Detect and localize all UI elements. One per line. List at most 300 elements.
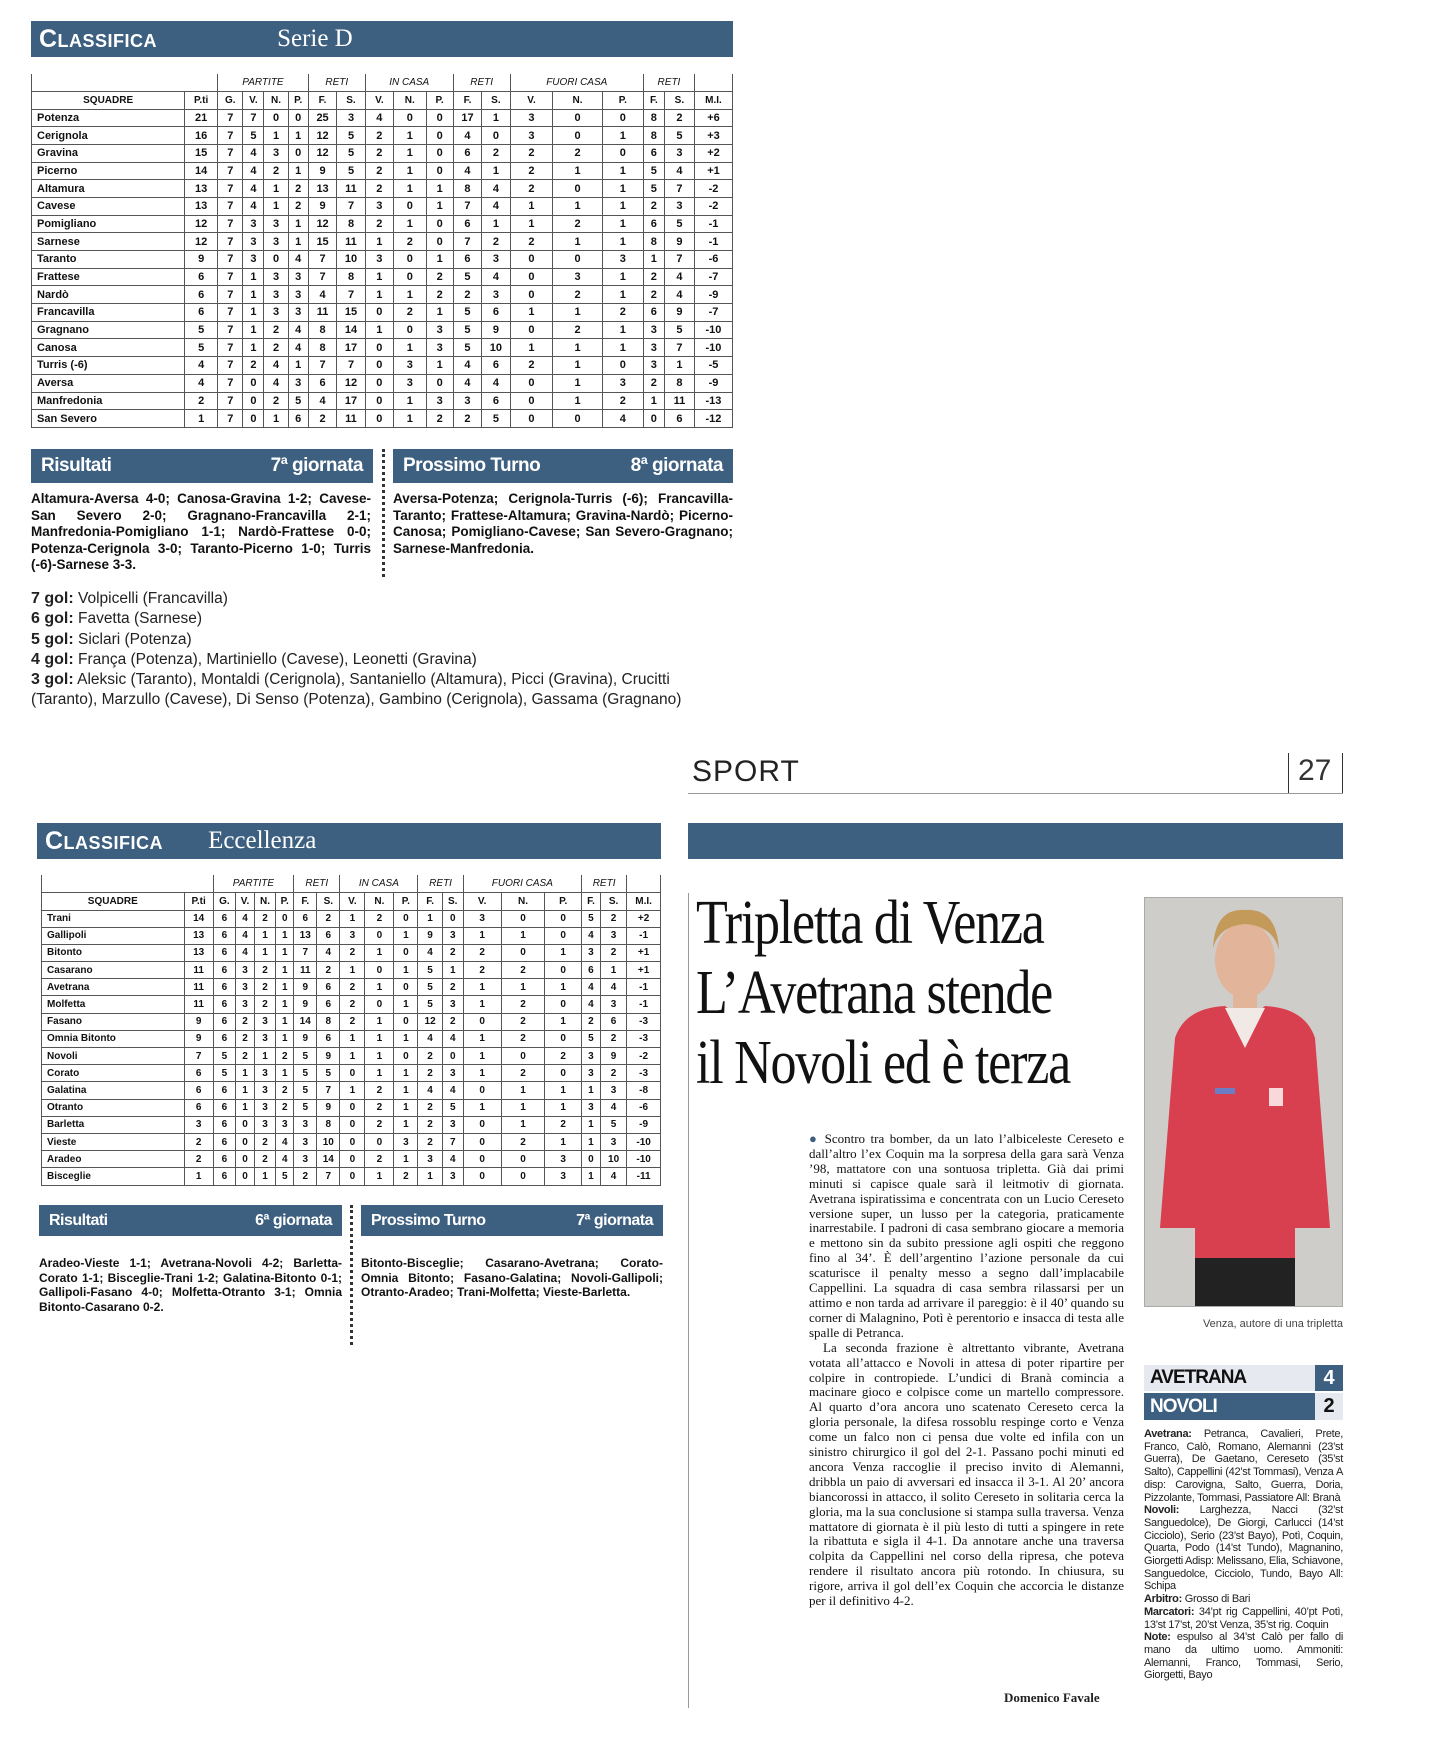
stat-cell: 1 — [643, 251, 664, 269]
stat-cell: 7 — [218, 410, 243, 428]
stat-cell: 1 — [602, 162, 643, 180]
stat-cell: 3 — [602, 374, 643, 392]
stat-cell: 7 — [317, 1168, 340, 1185]
stat-cell: 3 — [393, 374, 426, 392]
prossimo-label: Prossimo Turno — [371, 1211, 486, 1229]
stat-cell: 0 — [501, 1048, 545, 1065]
scorer-names: França (Potenza), Martiniello (Cavese), Leonetti (Gravina) — [73, 650, 477, 668]
stat-cell: 1 — [545, 944, 582, 961]
group-header-row — [32, 74, 733, 92]
stat-cell: 4 — [664, 162, 694, 180]
stat-cell: 6 — [600, 1013, 626, 1030]
stat-cell: 1 — [482, 109, 510, 127]
stat-cell: 3 — [294, 1116, 317, 1133]
stat-cell: 5 — [664, 215, 694, 233]
stat-cell: 5 — [664, 321, 694, 339]
table-row — [32, 392, 733, 410]
stat-cell: 7 — [218, 304, 243, 322]
stat-cell: 3 — [264, 286, 288, 304]
column-header: F. — [581, 893, 600, 911]
stat-cell: 6 — [664, 410, 694, 428]
stat-cell: 0 — [394, 910, 418, 927]
stat-cell: 0 — [426, 144, 453, 162]
stat-cell: 6 — [213, 1133, 236, 1150]
stat-cell: 7 — [664, 180, 694, 198]
serie-d-risultati-header — [31, 449, 373, 483]
stat-cell: 1 — [426, 180, 453, 198]
table-row — [32, 251, 733, 269]
stat-cell: -1 — [627, 927, 661, 944]
stat-cell: 1 — [393, 162, 426, 180]
stat-cell: 14 — [294, 1013, 317, 1030]
stat-cell: 1 — [553, 162, 602, 180]
stat-cell: 3 — [664, 144, 694, 162]
stat-cell: 0 — [264, 109, 288, 127]
column-header: M.I. — [694, 92, 732, 110]
column-header: V. — [510, 92, 553, 110]
stat-cell: 8 — [337, 215, 365, 233]
stat-cell: 9 — [482, 321, 510, 339]
stat-cell: 6 — [317, 1030, 340, 1047]
stat-cell: 6 — [213, 1099, 236, 1116]
stat-cell: 1 — [463, 1030, 501, 1047]
stat-cell: 6 — [213, 910, 236, 927]
stat-cell: 9 — [664, 233, 694, 251]
stat-cell: 0 — [340, 1116, 365, 1133]
stat-cell: 8 — [317, 1013, 340, 1030]
team-name: Cerignola — [32, 127, 185, 145]
stat-cell: 0 — [365, 357, 393, 375]
tabellino-text: 34’pt rig Cappellini, 40’pt Potì, 13’st 17’st, 20’st Venza, 35’st rig. Coquin — [1144, 1605, 1343, 1631]
stat-cell: 6 — [482, 357, 510, 375]
stat-cell: 6 — [482, 392, 510, 410]
stat-cell: 0 — [264, 251, 288, 269]
stat-cell: 1 — [236, 1065, 255, 1082]
table-row — [42, 962, 661, 979]
stat-cell: 1 — [393, 286, 426, 304]
stat-cell: 4 — [664, 268, 694, 286]
stat-cell: 4 — [243, 180, 264, 198]
stat-cell: 2 — [264, 321, 288, 339]
scorer-names: Favetta (Sarnese) — [73, 610, 203, 628]
stat-cell: 5 — [337, 127, 365, 145]
stat-cell: 2 — [442, 979, 463, 996]
stat-cell: 2 — [510, 144, 553, 162]
stat-cell: 4 — [602, 410, 643, 428]
stat-cell: 0 — [426, 374, 453, 392]
stat-cell: 9 — [317, 1099, 340, 1116]
serie-d-scorers — [31, 589, 735, 711]
stat-cell: 16 — [185, 127, 218, 145]
stat-cell: 1 — [553, 233, 602, 251]
stat-cell: 3 — [453, 392, 481, 410]
stat-cell: 1 — [510, 304, 553, 322]
stat-cell: 2 — [463, 944, 501, 961]
stat-cell: 3 — [426, 392, 453, 410]
column-header: N. — [264, 92, 288, 110]
stat-cell: 2 — [442, 1013, 463, 1030]
stat-cell: 2 — [365, 1116, 394, 1133]
table-row — [42, 1048, 661, 1065]
stat-cell: 1 — [340, 962, 365, 979]
score-home-row — [1144, 1365, 1343, 1391]
team-name: Vieste — [42, 1133, 185, 1150]
stat-cell: 2 — [185, 392, 218, 410]
column-header: P.ti — [185, 92, 218, 110]
stat-cell: 8 — [308, 321, 336, 339]
stat-cell: -9 — [627, 1116, 661, 1133]
tabellino-label: Arbitro: — [1144, 1593, 1182, 1606]
stat-cell: 5 — [213, 1048, 236, 1065]
team-name: Francavilla — [32, 304, 185, 322]
stat-cell: 1 — [482, 215, 510, 233]
stat-cell: 1 — [254, 1048, 275, 1065]
stat-cell: 1 — [553, 357, 602, 375]
stat-cell: 1 — [276, 1030, 294, 1047]
stat-cell: 3 — [294, 1133, 317, 1150]
stat-cell: 1 — [393, 180, 426, 198]
stat-cell: 7 — [218, 162, 243, 180]
table-row — [32, 109, 733, 127]
stat-cell: 0 — [365, 927, 394, 944]
stat-cell: 1 — [393, 144, 426, 162]
stat-cell: 3 — [243, 233, 264, 251]
stat-cell: 12 — [308, 127, 336, 145]
stat-cell: 3 — [426, 339, 453, 357]
stat-cell: 2 — [501, 1030, 545, 1047]
photo-caption: Venza, autore di una tripletta — [1202, 1318, 1343, 1330]
column-divider — [350, 1205, 353, 1345]
column-header: SQUADRE — [42, 893, 185, 911]
stat-cell: 7 — [184, 1048, 213, 1065]
stat-cell: 12 — [418, 1013, 442, 1030]
article-paragraph-2: La seconda frazione è altrettanto vibrante, Avetrana votata all’attacco e Novoli in attesa di poter ripartire per colpire in contropiede. L’undici di Branà comincia a macinare gioco e colpisce come un martello compressore. Al quarto d’ora ancora uno scatenato Cereseto cerca la gloria personale, la difesa rossoblu respinge corto e Venza come un falco non ci pensa due volte ed infila con un sinistro chirurgico il gol del 2-1. Passano pochi minuti ed ancora Venza raccoglie il preciso invito di Alemanni, dribbla un paio di avversari ed insacca il 3-1. Al 20’ ancora biancorossi in attacco, il solito Cereseto in solitaria cerca la gloria, ma la sua conclusione si stampa sulla traversa. Venza mattatore di giornata è il più lesto di tutti a spingere in rete la ribattuta e sigla il 4-1. Da annotare anche una traversa colpita da Cappellini nel corso della ripresa, che poteva rendere il risultato ancora più rotondo. In chiusura, su rigore, arriva il gol dell’ex Coquin che accorcia le distanze per il definitivo 4-2. — [809, 1339, 1124, 1609]
stat-cell: 6 — [213, 1151, 236, 1168]
stat-cell: 8 — [317, 1116, 340, 1133]
stat-cell: 6 — [184, 1099, 213, 1116]
stat-cell: 0 — [236, 1151, 255, 1168]
article-top-bar — [688, 823, 1343, 859]
serie-d-standings-table — [31, 74, 733, 428]
column-header-row — [42, 893, 661, 911]
team-name: Bitonto — [42, 944, 185, 961]
stat-cell: 0 — [442, 910, 463, 927]
stat-cell: 5 — [453, 268, 481, 286]
stat-cell: 2 — [288, 180, 308, 198]
scorer-names: Siclari (Potenza) — [73, 630, 192, 648]
stat-cell: 5 — [581, 1030, 600, 1047]
stat-cell: 0 — [276, 910, 294, 927]
stat-cell: 0 — [365, 304, 393, 322]
stat-cell: 5 — [276, 1168, 294, 1185]
stat-cell: -10 — [694, 339, 732, 357]
column-header: S. — [442, 893, 463, 911]
stat-cell: 4 — [236, 944, 255, 961]
stat-cell: 6 — [482, 304, 510, 322]
team-name: Gravina — [32, 144, 185, 162]
column-header: SQUADRE — [32, 92, 185, 110]
stat-cell: 8 — [337, 268, 365, 286]
stat-cell: -1 — [627, 996, 661, 1013]
stat-cell: 0 — [426, 127, 453, 145]
stat-cell: 3 — [581, 1065, 600, 1082]
scorer-goal-count: 5 gol: — [31, 630, 74, 648]
group-header: FUORI CASA — [510, 74, 643, 92]
stat-cell: 0 — [501, 910, 545, 927]
stat-cell: 1 — [393, 392, 426, 410]
table-row — [32, 374, 733, 392]
stat-cell: -13 — [694, 392, 732, 410]
stat-cell: 0 — [394, 944, 418, 961]
stat-cell: 4 — [243, 197, 264, 215]
tabellino-entry — [1144, 1504, 1343, 1593]
stat-cell: 1 — [602, 339, 643, 357]
stat-cell: 4 — [581, 927, 600, 944]
stat-cell: 7 — [337, 286, 365, 304]
stat-cell: 0 — [553, 109, 602, 127]
stat-cell: 3 — [243, 215, 264, 233]
stat-cell: 3 — [184, 1116, 213, 1133]
eccellenza-prossimo-text: Bitonto-Bisceglie; Casarano-Avetrana; Corato-Omnia Bitonto; Fasano-Galatina; Novoli-Gallipoli; Otranto-Aradeo; Trani-Molfetta; Vieste-Barletta. — [361, 1256, 663, 1299]
stat-cell: 2 — [254, 1151, 275, 1168]
stat-cell: 3 — [643, 321, 664, 339]
column-header-row — [32, 92, 733, 110]
stat-cell: 7 — [218, 321, 243, 339]
team-name: Otranto — [42, 1099, 185, 1116]
stat-cell: 6 — [453, 215, 481, 233]
stat-cell: 4 — [442, 1082, 463, 1099]
stat-cell: 0 — [243, 410, 264, 428]
serie-d-title-bar — [31, 21, 733, 57]
column-header: S. — [482, 92, 510, 110]
stat-cell: 5 — [453, 321, 481, 339]
column-header: V. — [365, 92, 393, 110]
stat-cell: -9 — [694, 286, 732, 304]
stat-cell: 17 — [337, 339, 365, 357]
table-row — [32, 127, 733, 145]
column-header: S. — [317, 893, 340, 911]
stat-cell: 2 — [365, 127, 393, 145]
team-name: Nardò — [32, 286, 185, 304]
tabellino-entry — [1144, 1606, 1343, 1631]
stat-cell: +1 — [694, 162, 732, 180]
table-row — [42, 1133, 661, 1150]
team-name: Omnia Bitonto — [42, 1030, 185, 1047]
team-name: Barletta — [42, 1116, 185, 1133]
article-author: Domenico Favale — [1004, 1690, 1100, 1705]
serie-d-table-wrap — [31, 74, 733, 428]
stat-cell: 0 — [288, 144, 308, 162]
stat-cell: 2 — [602, 304, 643, 322]
stat-cell: 7 — [218, 286, 243, 304]
column-header: V. — [236, 893, 255, 911]
stat-cell: 2 — [600, 944, 626, 961]
column-header: N. — [254, 893, 275, 911]
stat-cell: 0 — [340, 1168, 365, 1185]
stat-cell: 1 — [394, 996, 418, 1013]
stat-cell: 1 — [602, 268, 643, 286]
stat-cell: 0 — [463, 1116, 501, 1133]
stat-cell: +1 — [627, 962, 661, 979]
stat-cell: 1 — [581, 1168, 600, 1185]
stat-cell: 4 — [243, 162, 264, 180]
team-name: Pomigliano — [32, 215, 185, 233]
stat-cell: 0 — [463, 1168, 501, 1185]
stat-cell: 1 — [545, 1013, 582, 1030]
stat-cell: 1 — [393, 339, 426, 357]
stat-cell: 25 — [308, 109, 336, 127]
stat-cell: 14 — [184, 910, 213, 927]
tabellino-label: Note: — [1144, 1631, 1171, 1644]
column-header: P. — [288, 92, 308, 110]
stat-cell: 1 — [581, 1116, 600, 1133]
stat-cell: 0 — [426, 109, 453, 127]
stat-cell: 0 — [581, 1151, 600, 1168]
stat-cell: -10 — [694, 321, 732, 339]
stat-cell: 5 — [482, 410, 510, 428]
stat-cell: 1 — [365, 1030, 394, 1047]
tabellino-label: Novoli: — [1144, 1504, 1180, 1517]
stat-cell: 1 — [340, 1082, 365, 1099]
stat-cell: 0 — [426, 162, 453, 180]
article-paragraph-1: Scontro tra bomber, da un lato l’albiceleste Cereseto e dall’altro l’ex Coquin ma la sorpresa della gara sarà Venza ’98, mattatore con una sontuosa tripletta. Già dai primi minuti si capisce quale sarà il leitmotiv di giornata. Avetrana ispiratissima e concentrata con un Lucio Cereseto versione super, un lusso per la categoria, praticamente inarrestabile. I padroni di casa sembrano giocare a memoria e mettono sin da subito pressione agli ospiti che reggono fino al 34’. È dell’argentino l’azione personale da cui scaturisce il penalty messo a segno dall’implacabile Cappellini. La squadra di casa sembra rilassarsi per un attimo e non tarda ad arrivare il pareggio: è il 40’ quando su corner di Malagnino, Potì è perentorio e insacca di testa alle spalle di Petranca. — [809, 1131, 1125, 1340]
stat-cell: 7 — [218, 268, 243, 286]
stat-cell: 1 — [545, 979, 582, 996]
stat-cell: 9 — [184, 1030, 213, 1047]
stat-cell: 2 — [340, 979, 365, 996]
stat-cell: 1 — [365, 979, 394, 996]
stat-cell: 4 — [243, 144, 264, 162]
stat-cell: 6 — [288, 410, 308, 428]
stat-cell: 3 — [418, 1151, 442, 1168]
stat-cell: 5 — [213, 1065, 236, 1082]
tabellino-text: espulso al 34’st Calò per fallo di mano da ultimo uomo. Ammoniti: Alemanni, Franco, Tommasi, Serio, Giorgetti, Bayo — [1144, 1631, 1343, 1682]
stat-cell: 2 — [643, 286, 664, 304]
masthead-divider-right — [1342, 753, 1343, 793]
stat-cell: -2 — [627, 1048, 661, 1065]
team-name: Molfetta — [42, 996, 185, 1013]
stat-cell: 2 — [340, 1013, 365, 1030]
stat-cell: 15 — [337, 304, 365, 322]
stat-cell: 5 — [337, 162, 365, 180]
stat-cell: 13 — [294, 927, 317, 944]
stat-cell: 1 — [340, 1048, 365, 1065]
stat-cell: 3 — [553, 268, 602, 286]
stat-cell: 1 — [264, 197, 288, 215]
stat-cell: -6 — [694, 251, 732, 269]
team-name: Aradeo — [42, 1151, 185, 1168]
stat-cell: 1 — [602, 286, 643, 304]
stat-cell: 15 — [185, 144, 218, 162]
stat-cell: 1 — [426, 251, 453, 269]
stat-cell: 7 — [317, 1082, 340, 1099]
stat-cell: 1 — [553, 392, 602, 410]
stat-cell: 4 — [453, 374, 481, 392]
stat-cell: 2 — [643, 197, 664, 215]
group-header-row — [42, 875, 661, 893]
stat-cell: 0 — [602, 109, 643, 127]
table-row — [42, 1151, 661, 1168]
stat-cell: 5 — [185, 339, 218, 357]
stat-cell: 7 — [218, 215, 243, 233]
stat-cell: 7 — [218, 392, 243, 410]
stat-cell: 5 — [581, 910, 600, 927]
stat-cell: 3 — [602, 251, 643, 269]
table-row — [32, 180, 733, 198]
stat-cell: 15 — [308, 233, 336, 251]
stat-cell: 6 — [294, 910, 317, 927]
stat-cell: 2 — [442, 944, 463, 961]
stat-cell: 17 — [337, 392, 365, 410]
stat-cell: 3 — [288, 304, 308, 322]
stat-cell: 7 — [308, 268, 336, 286]
serie-d-prossimo-text: Aversa-Potenza; Cerignola-Turris (-6); Francavilla-Taranto; Frattese-Altamura; Gravina-Nardò; Picerno-Canosa; Pomigliano-Cavese; San Severo-Gragnano; Sarnese-Manfredonia. — [393, 491, 733, 556]
stat-cell: 1 — [365, 1065, 394, 1082]
stat-cell: 6 — [213, 1082, 236, 1099]
stat-cell: 6 — [643, 215, 664, 233]
stat-cell: 9 — [184, 1013, 213, 1030]
stat-cell: 4 — [581, 979, 600, 996]
stat-cell: 2 — [254, 979, 275, 996]
stat-cell: 4 — [600, 979, 626, 996]
stat-cell: 14 — [337, 321, 365, 339]
away-team: NOVOLI — [1150, 1395, 1217, 1417]
team-name: Novoli — [42, 1048, 185, 1065]
table-row — [42, 927, 661, 944]
stat-cell: 2 — [453, 410, 481, 428]
stat-cell: 1 — [393, 215, 426, 233]
column-header: P.ti — [184, 893, 213, 911]
stat-cell: -7 — [694, 268, 732, 286]
stat-cell: 3 — [600, 1133, 626, 1150]
stat-cell: +2 — [694, 144, 732, 162]
stat-cell: 6 — [213, 962, 236, 979]
stat-cell: 1 — [276, 1065, 294, 1082]
stat-cell: 0 — [510, 410, 553, 428]
stat-cell: 4 — [365, 109, 393, 127]
serie-d-prossimo-header — [393, 449, 733, 483]
column-header: V. — [243, 92, 264, 110]
stat-cell: 2 — [254, 996, 275, 1013]
stat-cell: 6 — [185, 304, 218, 322]
stat-cell: 0 — [243, 392, 264, 410]
group-header: IN CASA — [365, 74, 453, 92]
player-photo-illustration — [1145, 898, 1343, 1307]
stat-cell: 10 — [482, 339, 510, 357]
scorer-goal-count: 4 gol: — [31, 650, 74, 668]
stat-cell: 2 — [365, 215, 393, 233]
stat-cell: 3 — [426, 321, 453, 339]
stat-cell: 1 — [553, 374, 602, 392]
stat-cell: 1 — [236, 1082, 255, 1099]
stat-cell: 5 — [243, 127, 264, 145]
stat-cell: 1 — [236, 1099, 255, 1116]
stat-cell: 1 — [664, 357, 694, 375]
stat-cell: 1 — [243, 339, 264, 357]
team-name: Casarano — [42, 962, 185, 979]
column-header: F. — [308, 92, 336, 110]
stat-cell: 12 — [308, 144, 336, 162]
stat-cell: 8 — [664, 374, 694, 392]
stat-cell: 2 — [545, 1048, 582, 1065]
stat-cell: 4 — [442, 1030, 463, 1047]
stat-cell: -1 — [694, 215, 732, 233]
stat-cell: 2 — [365, 1099, 394, 1116]
table-row — [32, 162, 733, 180]
stat-cell: 1 — [276, 944, 294, 961]
stat-cell: 2 — [501, 1133, 545, 1150]
stat-cell: 7 — [294, 944, 317, 961]
